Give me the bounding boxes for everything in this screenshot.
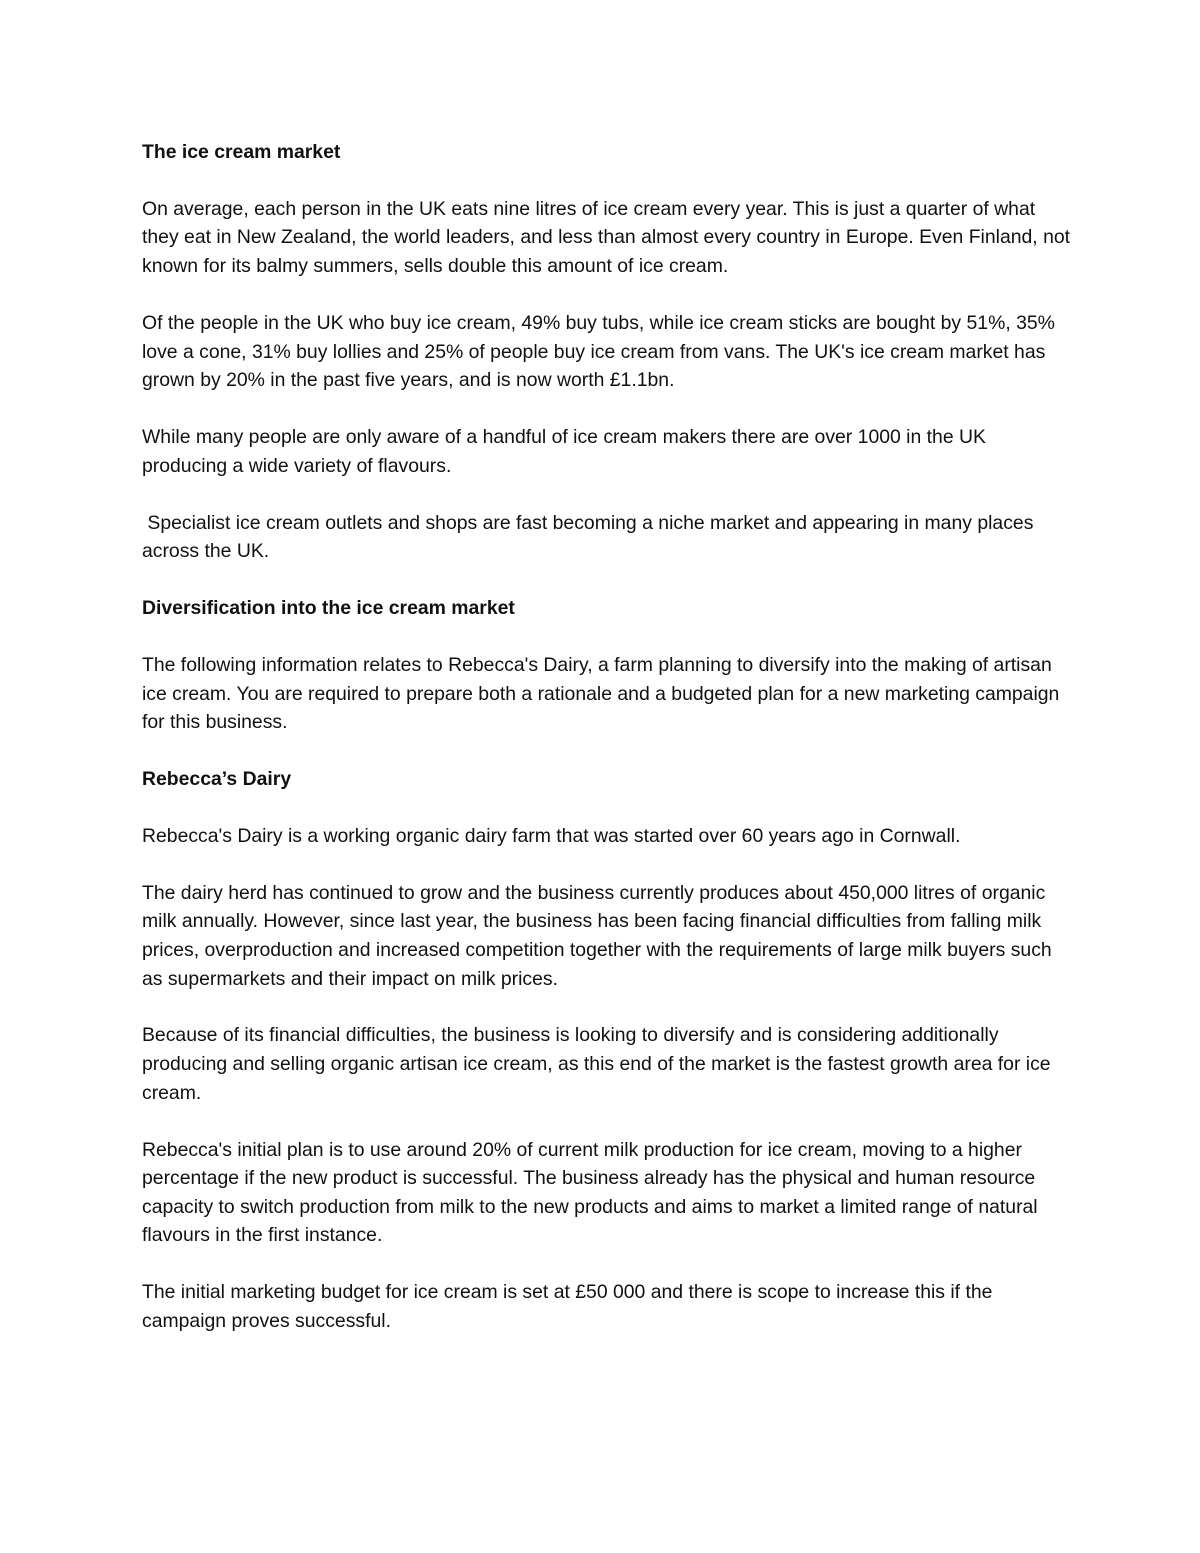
paragraph-initial-plan: Rebecca's initial plan is to use around 20% of current milk production for ice cream, moving to a higher percentage if the new product is successful. The business already has the physical and human resource capacity to switch production from milk to the new products and aims to market a limited range of natural flavours in the first instance.	[142, 1138, 1038, 1247]
heading-diversification: Diversification into the ice cream market	[142, 597, 515, 620]
paragraph-consumption: On average, each person in the UK eats nine litres of ice cream every year. This is just a quarter of what they eat in New Zealand, the world leaders, and less than almost every country in Europe. Even Finland, not known for its balmy summers, sells double this amount of ice cream.	[142, 197, 1071, 278]
heading-ice-cream-market: The ice cream market	[142, 141, 341, 163]
paragraph-financial-difficulties: The dairy herd has continued to grow and the business currently produces about 450,000 litres of organic milk annually. However, since last year, the business has been facing financial difficulties from falling milk prices, overproduction and increased competition together with the requirements of large milk buyers such as supermarkets and their impact on milk prices.	[142, 881, 1052, 990]
paragraph-marketing-budget: The initial marketing budget for ice cream is set at £50 000 and there is scope to increase this if the campaign proves successful.	[142, 1281, 993, 1332]
paragraph-makers: While many people are only aware of a handful of ice cream makers there are over 1000 in the UK producing a wide variety of flavours.	[142, 426, 986, 477]
paragraph-buying-habits: Of the people in the UK who buy ice cream, 49% buy tubs, while ice cream sticks are bought by 51%, 35% love a cone, 31% buy lollies and 25% of people buy ice cream from vans. The UK's ice cream market has grown by 20% in the past five years, and is now worth £1.1bn.	[142, 311, 1055, 392]
document-body	[142, 138, 1072, 1364]
paragraph-diversify-reason: Because of its financial difficulties, the business is looking to diversify and is considering additionally producing and selling organic artisan ice cream, as this end of the market is the fastest growth area for ice cream.	[142, 1024, 1051, 1104]
heading-rebeccas-dairy: Rebecca’s Dairy	[142, 767, 292, 790]
paragraph-task-brief: The following information relates to Rebecca's Dairy, a farm planning to diversify into the making of artisan ice cream. You are required to prepare both a rationale and a budgeted plan for a new marketing campaign for this business.	[142, 653, 1060, 734]
paragraph-specialist-outlets: Specialist ice cream outlets and shops are fast becoming a niche market and appearing in many places across the UK.	[142, 511, 1039, 563]
paragraph-dairy-intro: Rebecca's Dairy is a working organic dairy farm that was started over 60 years ago in Cornwall.	[142, 824, 961, 847]
